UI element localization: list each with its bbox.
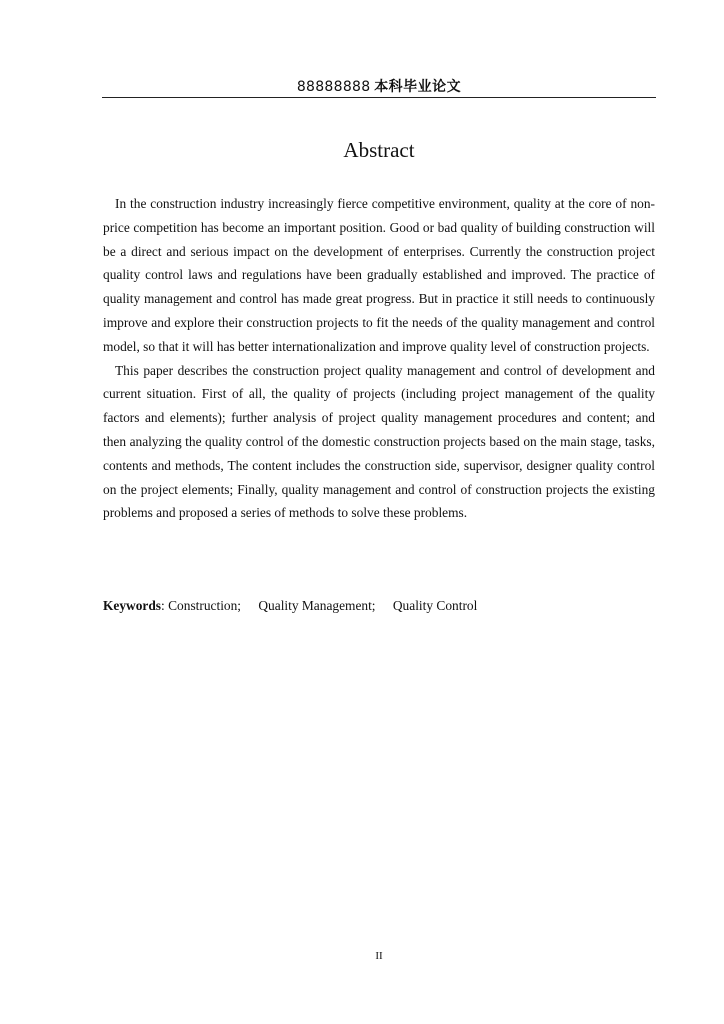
page-number: II bbox=[375, 950, 383, 962]
keywords-line bbox=[103, 596, 655, 616]
abstract-title: Abstract bbox=[343, 138, 415, 162]
page-header bbox=[102, 76, 656, 96]
abstract-paragraph-2: This paper describes the construction project quality management and control of development and current situation. First of all, the quality of projects (including project management of the quality factors and elements); further analysis of project quality management procedures and content; and then analyzing the quality control of the domestic construction projects based on the main stage, tasks, contents and methods, The content includes the construction side, supervisor, designer quality control on the project elements; Finally, quality management and control of construction projects the existing problems and proposed a series of methods to solve these problems. bbox=[103, 362, 655, 521]
header-title: 本科毕业论文 bbox=[374, 79, 462, 95]
keywords-label: Keywords bbox=[103, 598, 162, 613]
abstract-paragraph-1: In the construction industry increasingly fierce competitive environment, quality at the core of non-price competition has become an important position. Good or bad quality of building construction will be a direct and serious impact on the development of enterprises. Currently the construction project quality control laws and regulations have been gradually established and improved. The practice of quality management and control has made great progress. But in practice it still needs to continuously improve and explore their construction projects to fit the needs of the quality management and control model, so that it will has better internationalization and improve quality level of construction projects. bbox=[103, 196, 655, 354]
keyword-item: Quality Control bbox=[392, 598, 478, 613]
header-number: 88888888 bbox=[296, 79, 371, 95]
header-rule bbox=[102, 97, 656, 98]
keywords-separator: : bbox=[161, 598, 165, 613]
keyword-item: Quality Management; bbox=[258, 598, 376, 613]
abstract-body bbox=[103, 192, 655, 525]
keyword-item: Construction; bbox=[168, 598, 242, 613]
